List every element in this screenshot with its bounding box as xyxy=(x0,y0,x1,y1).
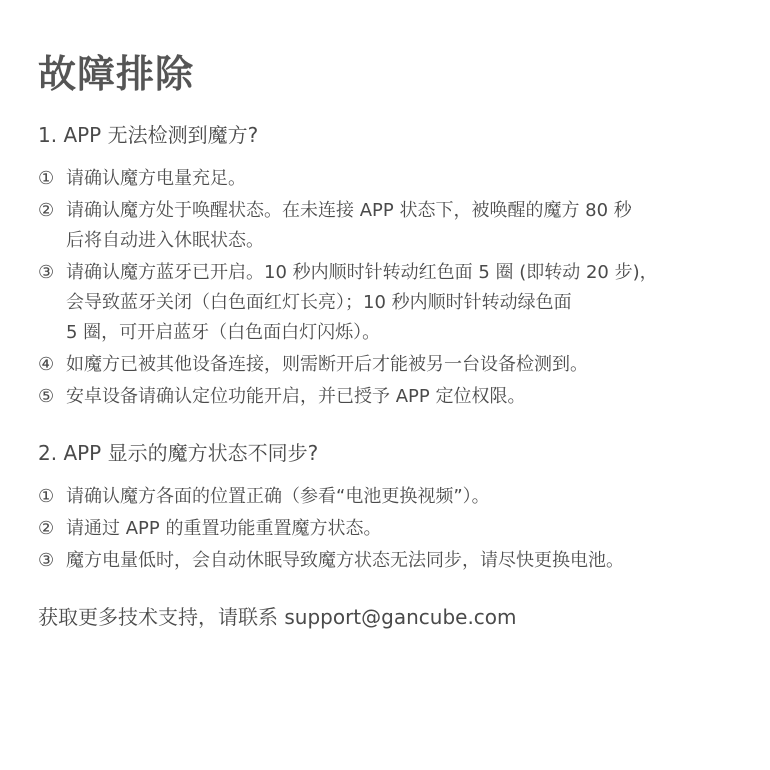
item-text: 请确认魔方电量充足。 xyxy=(66,168,246,189)
item-text: 请确认魔方各面的位置正确（参看“电池更换视频”）。 xyxy=(66,486,490,507)
item-text: 请通过 APP 的重置功能重置魔方状态。 xyxy=(66,518,382,539)
list-item xyxy=(38,482,750,512)
section-heading: 2. APP 显示的魔方状态不同步? xyxy=(38,441,319,465)
item-number: ① xyxy=(38,168,55,189)
item-list xyxy=(38,164,750,412)
item-number: ④ xyxy=(38,354,55,375)
list-item xyxy=(38,382,750,412)
troubleshooting-page xyxy=(38,48,750,652)
list-item xyxy=(38,350,750,380)
list-item xyxy=(38,196,750,256)
item-text: 魔方电量低时，会自动休眠导致魔方状态无法同步，请尽快更换电池。 xyxy=(66,550,624,571)
list-item xyxy=(38,258,750,348)
support-contact: 获取更多技术支持，请联系 support@gancube.com xyxy=(38,605,517,629)
item-number: ③ xyxy=(38,262,55,283)
section-state-not-synced xyxy=(38,438,750,576)
item-number: ③ xyxy=(38,550,55,571)
list-item xyxy=(38,546,750,576)
item-text: 安卓设备请确认定位功能开启，并已授予 APP 定位权限。 xyxy=(66,386,526,407)
item-number: ② xyxy=(38,200,55,221)
page-title: 故障排除 xyxy=(38,52,195,96)
item-text: 如魔方已被其他设备连接，则需断开后才能被另一台设备检测到。 xyxy=(66,354,588,375)
item-number: ② xyxy=(38,518,55,539)
item-list xyxy=(38,482,750,576)
item-number: ⑤ xyxy=(38,386,55,407)
list-item xyxy=(38,514,750,544)
list-item xyxy=(38,164,750,194)
section-heading: 1. APP 无法检测到魔方? xyxy=(38,123,259,147)
section-app-cannot-detect xyxy=(38,120,750,412)
item-text: 请确认魔方蓝牙已开启。10 秒内顺时针转动红色面 5 圈 (即转动 20 步)， 会导致蓝牙关闭（白色面红灯长亮）；10 秒内顺时针转动绿色面 5 圈，可开启蓝牙（白色面白灯闪烁）。 xyxy=(66,262,658,343)
item-text: 请确认魔方处于唤醒状态。在未连接 APP 状态下，被唤醒的魔方 80 秒 后将自动进入休眠状态。 xyxy=(66,200,632,251)
item-number: ① xyxy=(38,486,55,507)
